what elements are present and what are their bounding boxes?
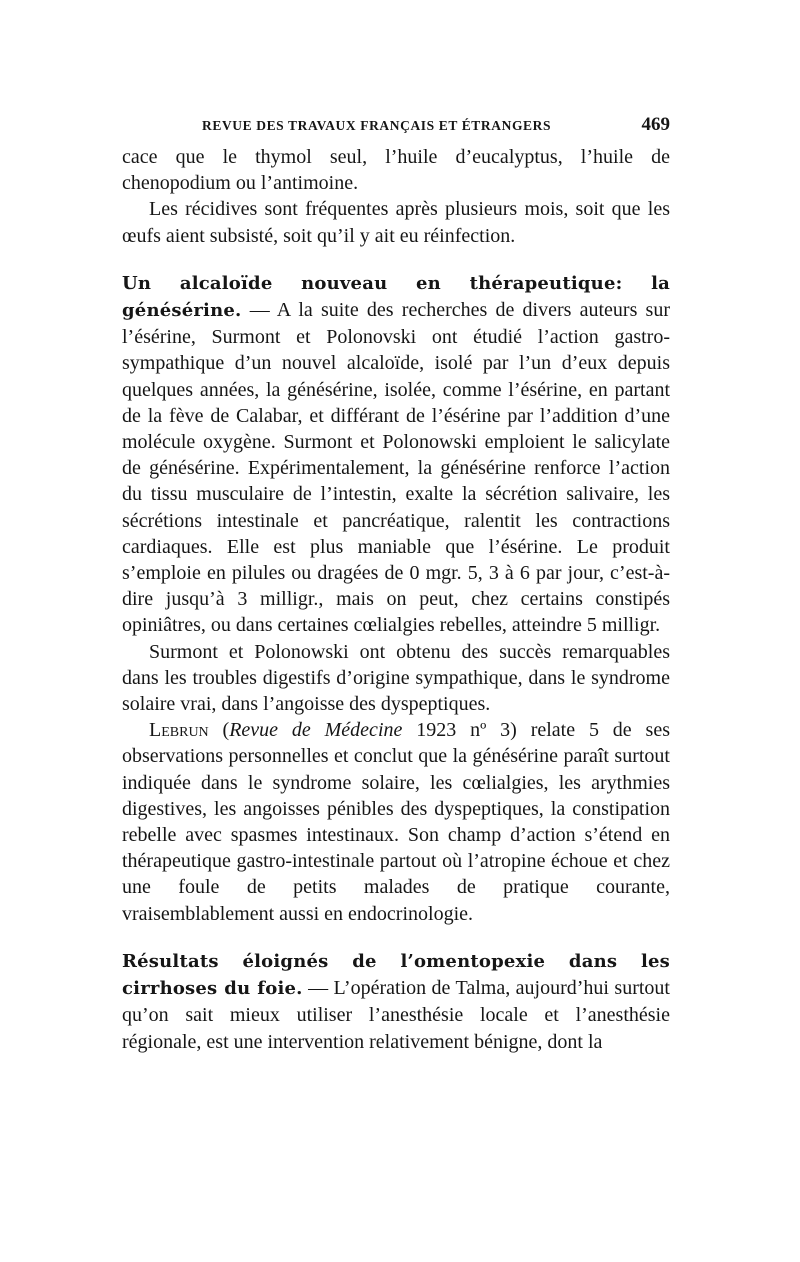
paragraph: Les récidives sont fréquentes après plusieurs mois, soit que les œufs aient subsisté, soit qu’il y ait eu réinfection. — [122, 198, 670, 247]
journal-title: Revue de Médecine — [229, 719, 403, 742]
section-generserine — [122, 270, 670, 927]
paragraph: cace que le thymol seul, l’huile d’eucalyptus, l’huile de chenopodium ou l’antimoine. — [122, 146, 670, 195]
citation-rest: 1923 nº 3) — [402, 719, 517, 742]
author-name: Lebrun — [149, 719, 209, 742]
paragraph: Surmont et Polonowski ont obtenu des succès remarquables dans les troubles digestifs d’origine sympathique, dans le syndrome solaire vrai, dans l’angoisse des dyspeptiques. — [122, 640, 670, 716]
section-heading: Un alcaloïde nouveau en thérapeutique: la génésérine. — [122, 272, 670, 322]
section-omentopexie — [122, 948, 670, 1055]
page-number: 469 — [641, 114, 670, 135]
document-page — [122, 110, 670, 1055]
paragraph-text: — L’opération de Talma, aujourd’hui surtout qu’on sait mieux utiliser l’anesthésie locale et l’anesthésie régionale, est une intervention relativement bénigne, dont la — [122, 977, 670, 1053]
paragraph — [122, 270, 670, 639]
citation-open: ( — [222, 719, 230, 742]
paragraph — [122, 948, 670, 1055]
paragraph-text: relate 5 de ses observations personnelles et conclut que la génésérine paraît surtout indiquée dans le syndrome solaire, les cœlialgies, les arythmies digestives, les angoisses pénibles des dyspeptiques, la constipation rebelle avec spasmes intestinaux. Son champ d’action s’étend en thérapeutique gastro-intestinale partout où l’atropine échoue et chez une foule de petits malades de pratique courante, vraisemblablement aussi en endocrinologie. — [122, 719, 670, 925]
paragraph — [122, 717, 670, 927]
running-header — [122, 110, 670, 144]
running-title: REVUE DES TRAVAUX FRANÇAIS ET ÉTRANGERS — [202, 118, 552, 133]
paragraph-text: — A la suite des recherches de divers auteurs sur l’ésérine, Surmont et Polonovski ont étudié l’action gastro-sympathique d’un nouvel alcaloïde, isolé par l’un d’eux depuis quelques années, la génésérine, isolée, comme l’ésérine, en partant de la fève de Calabar, et différant de l’ésérine par l’addition d’une molécule oxygène. Surmont et Polonowski emploient le salicylate de génésérine. Expérimentalement, la génésérine renforce l’action du tissu musculaire de l’intestin, exalte la sécrétion salivaire, les sécrétions intestinale et pancréatique, ralentit les contractions cardiaques. Elle est plus maniable que l’ésérine. Le produit s’emploie en pilules ou dragées de 0 mgr. 5, 3 à 6 par jour, c’est-à-dire jusqu’à 3 milligr., mais on peut, chez certains constipés opiniâtres, ou dans certaines cœlialgies rebelles, atteindre 5 milligr. — [122, 299, 671, 637]
section-heading: Résultats éloignés de l’omentopexie dans les cirrhoses du foie. — [122, 950, 670, 1000]
article-body — [122, 144, 670, 1055]
